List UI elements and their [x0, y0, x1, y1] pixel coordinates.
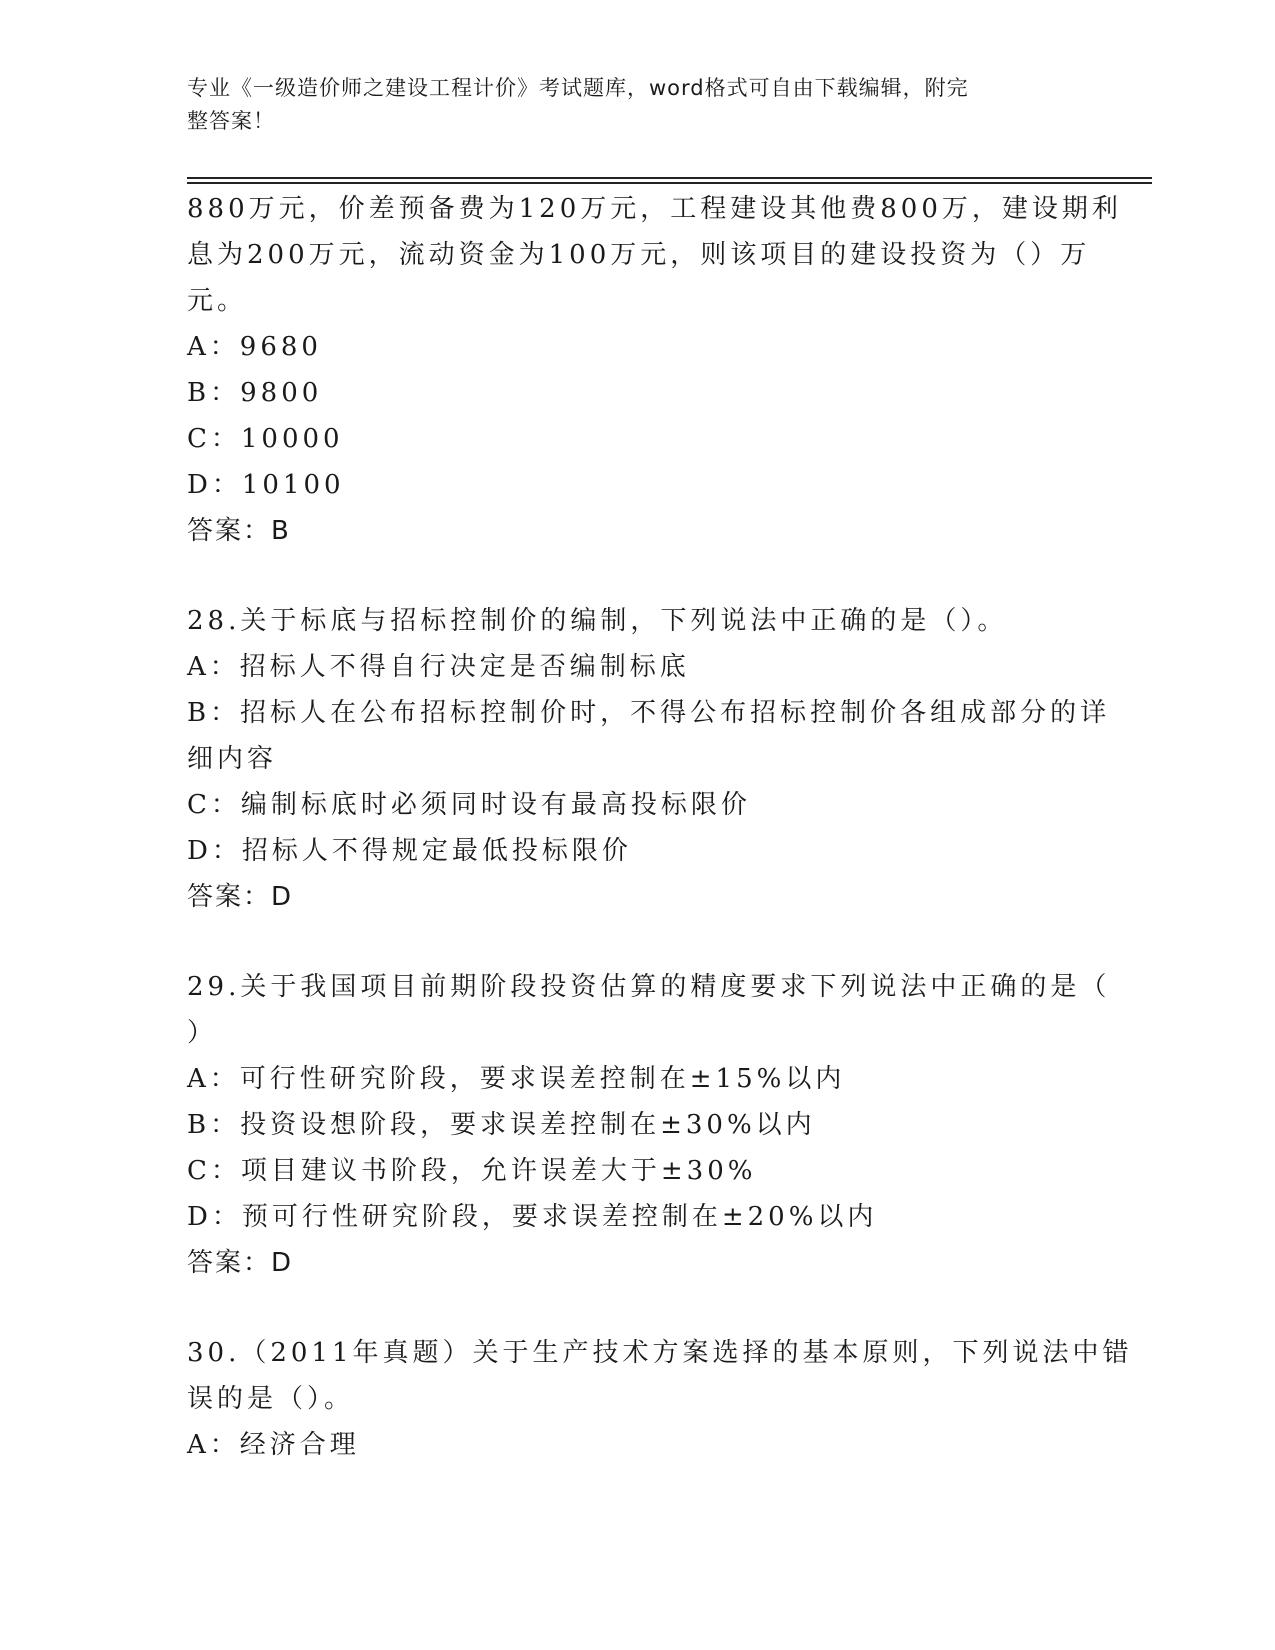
option-d: D：预可行性研究阶段，要求误差控制在±20%以内	[187, 1202, 878, 1232]
question-stem: 误的是（）。	[187, 1384, 355, 1414]
option-c: C：项目建议书阶段，允许误差大于±30%	[187, 1156, 757, 1186]
question-stem: 30.（2011年真题）关于生产技术方案选择的基本原则，下列说法中错	[187, 1338, 1133, 1368]
question-list	[187, 186, 1133, 1468]
option-a: A：可行性研究阶段，要求误差控制在±15%以内	[187, 1064, 846, 1094]
option-b: B：9800	[187, 378, 323, 408]
spacer	[187, 554, 1077, 598]
option-a: A：招标人不得自行决定是否编制标底	[187, 652, 690, 682]
question-28	[187, 598, 1111, 920]
question-29	[187, 964, 1111, 1286]
question-stem: ）	[187, 1018, 218, 1048]
header-divider-bottom	[187, 182, 1152, 184]
option-b-continued: 细内容	[187, 744, 278, 774]
question-stem: 息为200万元，流动资金为100万元，则该项目的建设投资为（）万	[187, 240, 1091, 270]
option-c: C：编制标底时必须同时设有最高投标限价	[187, 790, 751, 820]
option-d: D：招标人不得规定最低投标限价	[187, 836, 632, 866]
header-line-1: 专业《一级造价师之建设工程计价》考试题库，word格式可自由下载编辑，附完	[187, 76, 969, 100]
header-line-2: 整答案！	[187, 109, 275, 133]
question-stem: 29.关于我国项目前期阶段投资估算的精度要求下列说法中正确的是（	[187, 972, 1111, 1002]
question-27	[187, 186, 1122, 554]
option-d: D：10100	[187, 470, 345, 500]
question-stem: 880万元，价差预备费为120万元，工程建设其他费800万，建设期利	[187, 194, 1122, 224]
answer-line: 答案：D	[187, 1248, 294, 1278]
option-b: B：投资设想阶段，要求误差控制在±30%以内	[187, 1110, 816, 1140]
spacer	[187, 920, 1077, 964]
option-a: A：经济合理	[187, 1430, 360, 1460]
option-b: B：招标人在公布招标控制价时，不得公布招标控制价各组成部分的详	[187, 698, 1111, 728]
question-stem: 28.关于标底与招标控制价的编制，下列说法中正确的是（）。	[187, 606, 1008, 636]
option-a: A：9680	[187, 332, 322, 362]
option-c: C：10000	[187, 424, 344, 454]
answer-line: 答案：D	[187, 882, 294, 912]
question-stem: 元。	[187, 286, 248, 316]
spacer	[187, 1286, 1077, 1330]
document-header	[187, 72, 1067, 138]
header-divider-top	[187, 177, 1152, 179]
answer-line: 答案：B	[187, 516, 291, 546]
question-30	[187, 1330, 1133, 1468]
